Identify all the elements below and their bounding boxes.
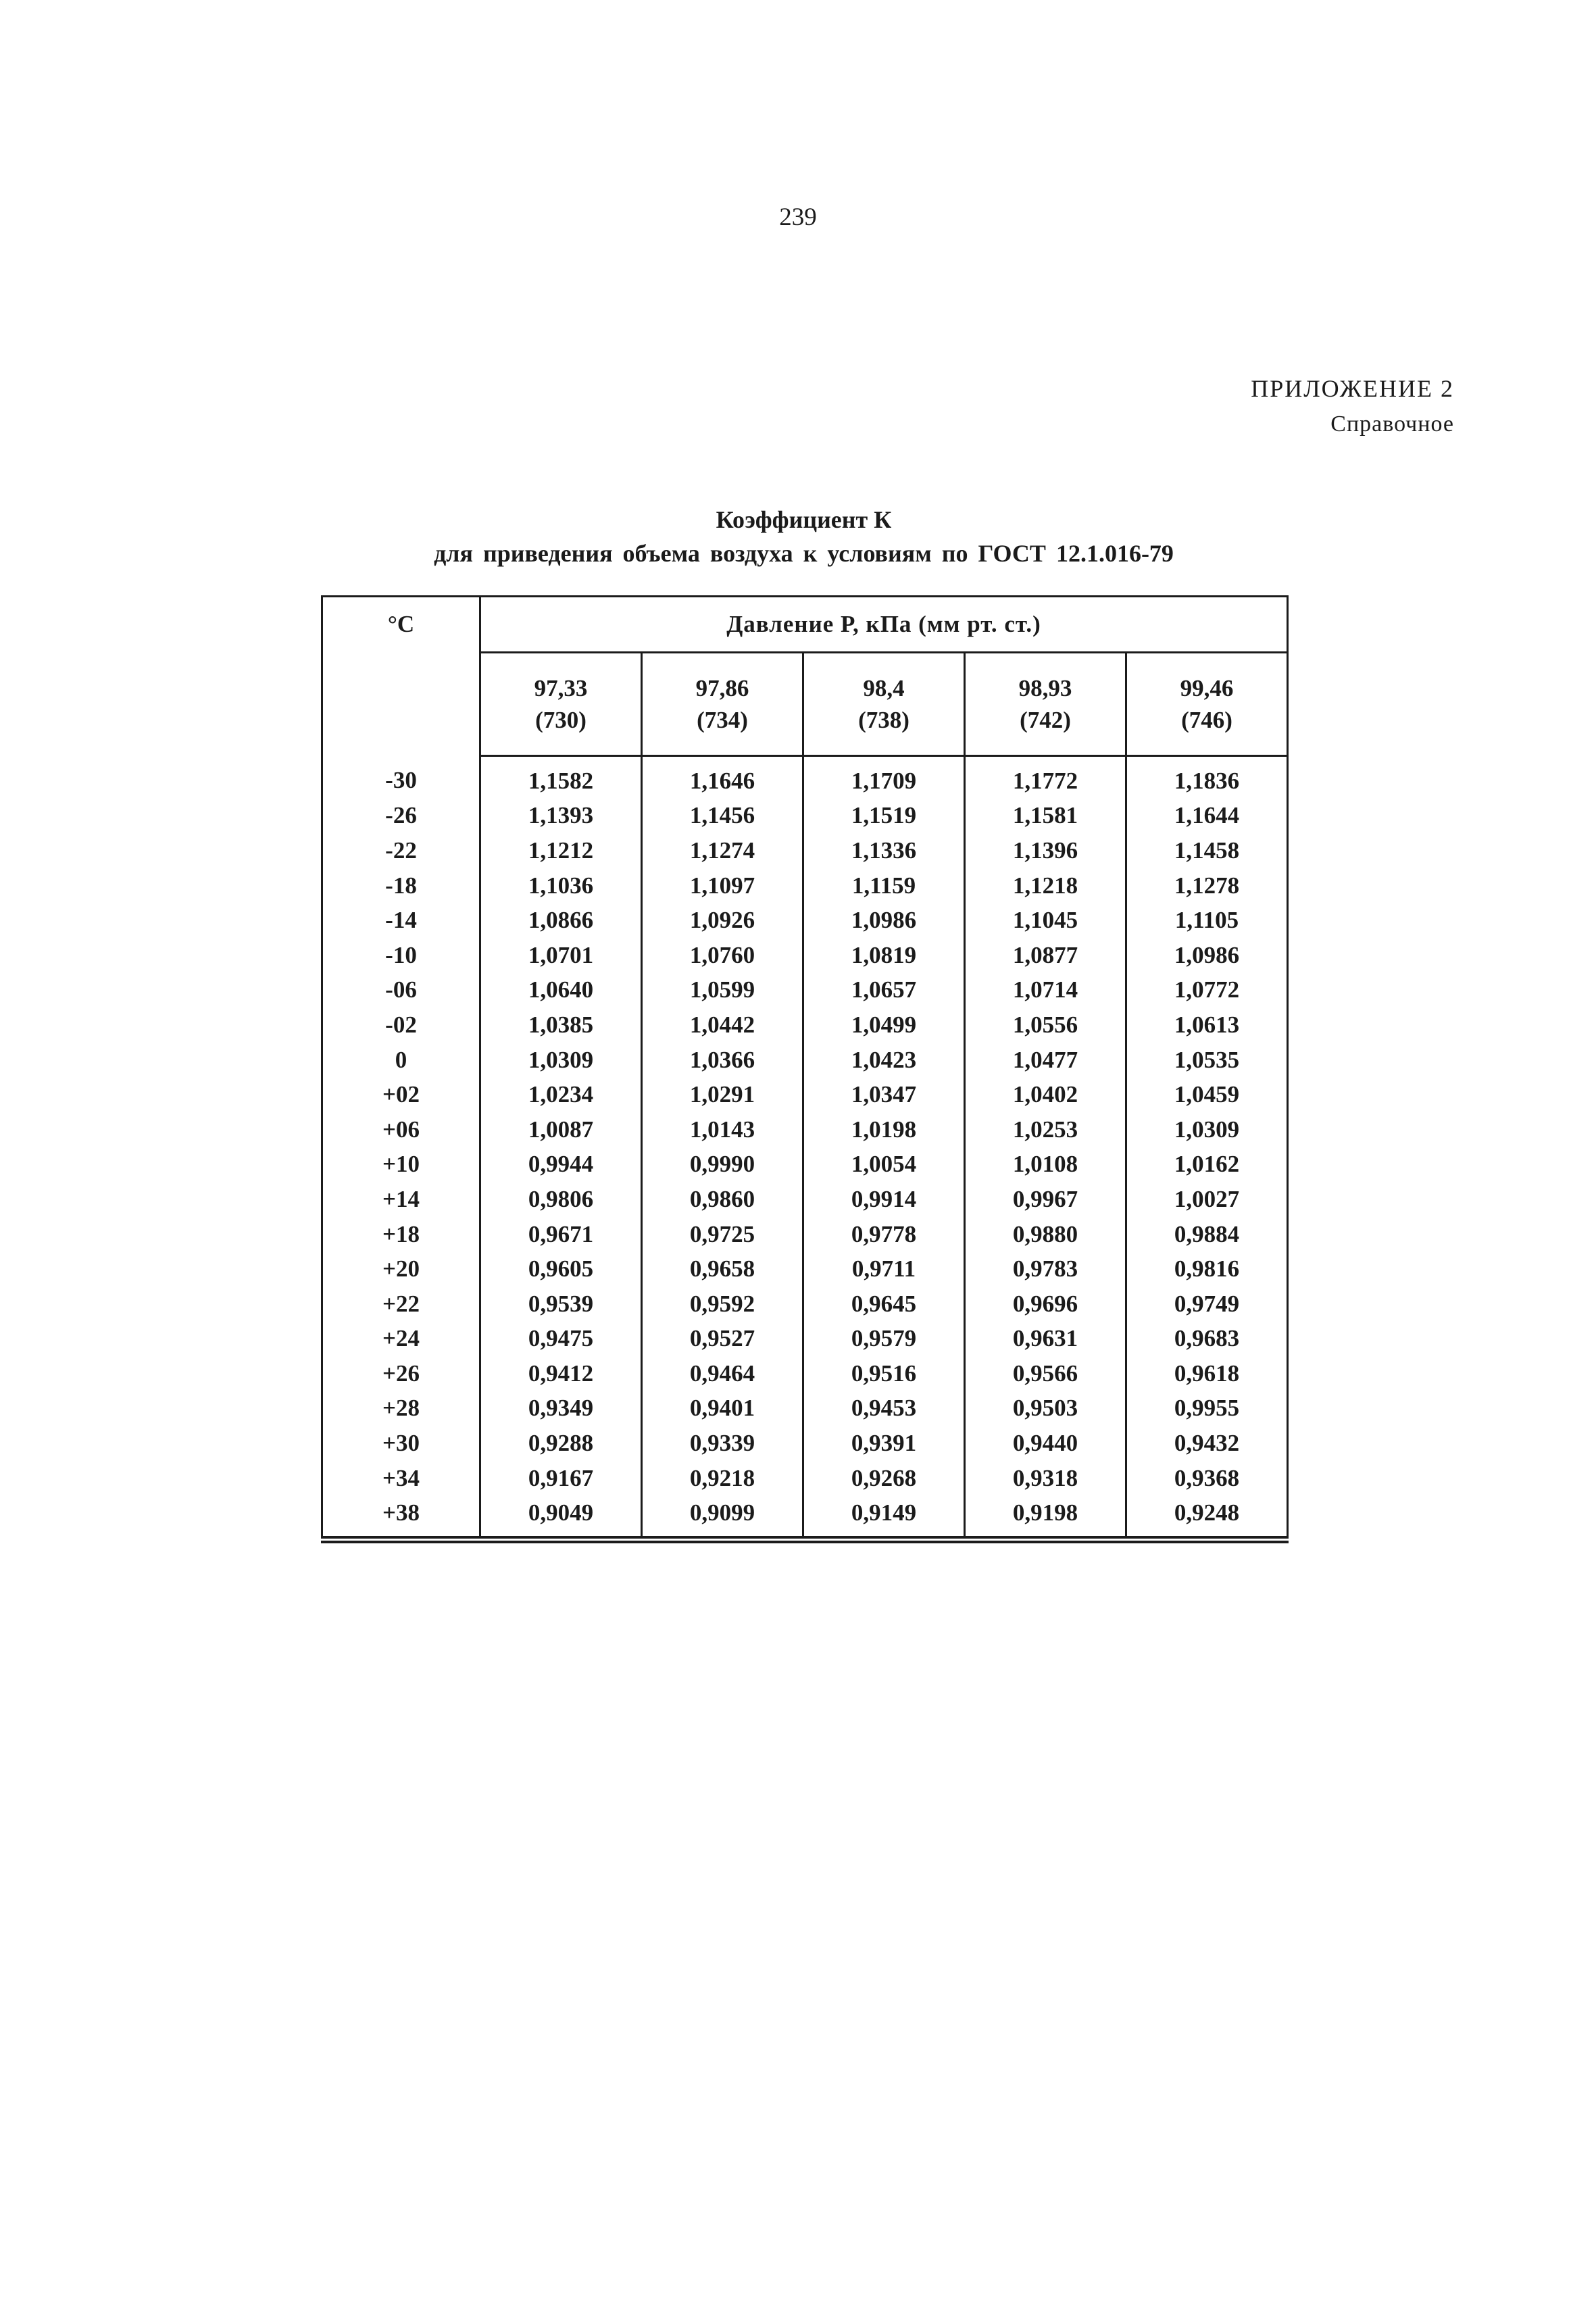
temperature-cell: +10: [322, 1147, 480, 1183]
pressure-column-header: [803, 653, 965, 756]
coefficient-cell: 1,1097: [642, 868, 803, 903]
temperature-cell: 0: [322, 1043, 480, 1078]
table-row: [322, 1287, 1288, 1322]
coefficient-table-wrap: [321, 595, 1287, 1543]
coefficient-cell: 0,9527: [642, 1322, 803, 1357]
coefficient-cell: 1,0347: [803, 1077, 965, 1112]
coefficient-cell: 1,0442: [642, 1007, 803, 1043]
coefficient-cell: 1,1396: [965, 833, 1126, 868]
coefficient-cell: 1,0640: [480, 973, 642, 1008]
table-row: [322, 903, 1288, 938]
coefficient-cell: 1,0701: [480, 938, 642, 973]
temperature-cell: +22: [322, 1287, 480, 1322]
pressure-column-header: [642, 653, 803, 756]
pressure-mm-value: (734): [697, 707, 748, 733]
table-row: [322, 1077, 1288, 1112]
coefficient-cell: 1,0926: [642, 903, 803, 938]
coefficient-cell: 0,9368: [1174, 1464, 1240, 1491]
pressure-kpa-value: 99,46: [1180, 675, 1234, 701]
coefficient-cell: 0,9218: [642, 1461, 803, 1496]
coefficient-cell: 1,1105: [1174, 907, 1239, 934]
table-row: [322, 1461, 1288, 1496]
coefficient-cell: 1,1644: [1174, 802, 1240, 829]
header-row-1: [322, 597, 1288, 653]
coefficient-cell: 0,9631: [965, 1322, 1126, 1357]
coefficient-cell: 1,1036: [480, 868, 642, 903]
table-title-line1: Коэффициент К: [716, 506, 892, 533]
coefficient-cell: 1,1278: [1174, 872, 1240, 899]
appendix-subtitle: Справочное: [1330, 412, 1454, 437]
coefficient-cell: 1,1772: [965, 756, 1126, 799]
pressure-column-header: [965, 653, 1126, 756]
coefficient-cell: 0,9566: [965, 1356, 1126, 1391]
coefficient-cell: 1,0423: [803, 1043, 965, 1078]
table-row: [322, 1356, 1288, 1391]
table-row: [322, 868, 1288, 903]
table-row: [322, 1426, 1288, 1461]
pressure-mm-value: (746): [1181, 707, 1232, 733]
coefficient-cell: 0,9268: [803, 1461, 965, 1496]
temperature-cell: -02: [322, 1007, 480, 1043]
coefficient-cell: 1,0253: [965, 1112, 1126, 1147]
coefficient-cell: 1,0613: [1174, 1011, 1240, 1038]
temperature-cell: -30: [322, 756, 480, 799]
coefficient-cell: 1,0877: [965, 938, 1126, 973]
coefficient-cell: 1,0366: [642, 1043, 803, 1078]
coefficient-cell: 0,9149: [803, 1495, 965, 1539]
coefficient-cell: 1,1519: [803, 799, 965, 834]
coefficient-cell: 1,0309: [480, 1043, 642, 1078]
coefficient-cell: 0,9288: [480, 1426, 642, 1461]
pressure-kpa-value: 97,86: [695, 675, 749, 701]
table-row: [322, 756, 1288, 799]
coefficient-cell: 1,0535: [1174, 1046, 1240, 1073]
table-row: [322, 833, 1288, 868]
table-row: [322, 1147, 1288, 1183]
coefficient-cell: 1,0819: [803, 938, 965, 973]
coefficient-cell: 1,1582: [480, 756, 642, 799]
coefficient-cell: 1,0402: [965, 1077, 1126, 1112]
coefficient-cell: 1,0385: [480, 1007, 642, 1043]
pressure-kpa-value: 97,33: [534, 675, 588, 701]
coefficient-cell: 0,9749: [1174, 1290, 1240, 1317]
coefficient-cell: 1,1218: [965, 868, 1126, 903]
pressure-kpa-value: 98,4: [863, 675, 905, 701]
coefficient-table-body: [322, 756, 1288, 1540]
coefficient-cell: 1,0459: [1174, 1081, 1240, 1108]
coefficient-cell: 0,9645: [803, 1287, 965, 1322]
table-row: [322, 1322, 1288, 1357]
coefficient-cell: 0,9658: [642, 1251, 803, 1287]
coefficient-cell: 1,1274: [642, 833, 803, 868]
coefficient-cell: 0,9860: [642, 1182, 803, 1217]
coefficient-cell: 0,9683: [1174, 1325, 1240, 1352]
temperature-cell: +38: [322, 1495, 480, 1539]
coefficient-cell: 1,1393: [480, 799, 642, 834]
coefficient-cell: 0,9884: [1174, 1220, 1240, 1247]
coefficient-table: [321, 595, 1289, 1543]
table-row: [322, 1007, 1288, 1043]
coefficient-cell: 1,0986: [1174, 941, 1240, 968]
pressure-column-header: [1126, 653, 1288, 756]
coefficient-cell: 1,0027: [1174, 1185, 1240, 1212]
coefficient-cell: 0,9725: [642, 1217, 803, 1252]
coefficient-cell: 0,9099: [642, 1495, 803, 1539]
coefficient-cell: 0,9349: [480, 1391, 642, 1426]
pressure-column-header: [480, 653, 642, 756]
table-row: [322, 1495, 1288, 1539]
coefficient-cell: 0,9516: [803, 1356, 965, 1391]
coefficient-cell: 1,0760: [642, 938, 803, 973]
temperature-cell: -10: [322, 938, 480, 973]
coefficient-cell: 0,9783: [965, 1251, 1126, 1287]
coefficient-cell: 0,9198: [965, 1495, 1126, 1539]
temperature-cell: +28: [322, 1391, 480, 1426]
table-row: [322, 973, 1288, 1008]
coefficient-cell: 1,0714: [965, 973, 1126, 1008]
coefficient-cell: 0,9339: [642, 1426, 803, 1461]
pressure-header: Давление Р, кПа (мм рт. ст.): [480, 597, 1288, 653]
coefficient-cell: 0,9816: [1174, 1255, 1240, 1283]
coefficient-cell: 0,9503: [965, 1391, 1126, 1426]
table-title-line2: для приведения объема воздуха к условиям по ГОСТ 12.1.016-79: [434, 540, 1174, 567]
temperature-cell: -14: [322, 903, 480, 938]
coefficient-cell: 0,9539: [480, 1287, 642, 1322]
coefficient-cell: 0,9955: [1174, 1395, 1240, 1422]
coefficient-cell: 0,9475: [480, 1322, 642, 1357]
coefficient-cell: 1,0054: [803, 1147, 965, 1183]
coefficient-cell: 0,9464: [642, 1356, 803, 1391]
coefficient-cell: 0,9049: [480, 1495, 642, 1539]
coefficient-cell: 1,0599: [642, 973, 803, 1008]
pressure-mm-value: (738): [858, 707, 909, 733]
coefficient-cell: 0,9592: [642, 1287, 803, 1322]
coefficient-cell: 1,0143: [642, 1112, 803, 1147]
temperature-cell: -06: [322, 973, 480, 1008]
coefficient-cell: 0,9778: [803, 1217, 965, 1252]
table-row: [322, 1217, 1288, 1252]
coefficient-cell: 1,1336: [803, 833, 965, 868]
appendix-block: [1251, 370, 1454, 441]
temperature-cell: +30: [322, 1426, 480, 1461]
coefficient-cell: 1,1045: [965, 903, 1126, 938]
coefficient-cell: 1,0986: [803, 903, 965, 938]
temperature-cell: -26: [322, 799, 480, 834]
table-row: [322, 799, 1288, 834]
table-row: [322, 1112, 1288, 1147]
coefficient-cell: 0,9806: [480, 1182, 642, 1217]
pressure-kpa-value: 98,93: [1018, 675, 1072, 701]
coefficient-cell: 0,9248: [1174, 1499, 1240, 1526]
coefficient-cell: 0,9618: [1174, 1360, 1240, 1387]
coefficient-cell: 1,0657: [803, 973, 965, 1008]
coefficient-cell: 0,9579: [803, 1322, 965, 1357]
coefficient-cell: 1,0477: [965, 1043, 1126, 1078]
coefficient-cell: 0,9391: [803, 1426, 965, 1461]
temperature-cell: +34: [322, 1461, 480, 1496]
temperature-cell: -22: [322, 833, 480, 868]
coefficient-cell: 0,9671: [480, 1217, 642, 1252]
temperature-cell: -18: [322, 868, 480, 903]
temperature-cell: +02: [322, 1077, 480, 1112]
coefficient-cell: 0,9990: [642, 1147, 803, 1183]
coefficient-cell: 0,9401: [642, 1391, 803, 1426]
appendix-title: ПРИЛОЖЕНИЕ 2: [1251, 375, 1454, 402]
pressure-mm-value: (742): [1020, 707, 1071, 733]
coefficient-cell: 1,0772: [1174, 976, 1240, 1003]
coefficient-cell: 1,0162: [1174, 1151, 1240, 1178]
coefficient-cell: 0,9711: [803, 1251, 965, 1287]
table-row: [322, 1391, 1288, 1426]
coefficient-cell: 1,0108: [965, 1147, 1126, 1183]
coefficient-cell: 0,9318: [965, 1461, 1126, 1496]
coefficient-cell: 0,9605: [480, 1251, 642, 1287]
table-row: [322, 1182, 1288, 1217]
coefficient-cell: 0,9696: [965, 1287, 1126, 1322]
table-row: [322, 938, 1288, 973]
coefficient-cell: 1,0309: [1174, 1116, 1240, 1143]
coefficient-cell: 0,9412: [480, 1356, 642, 1391]
coefficient-cell: 0,9914: [803, 1182, 965, 1217]
temperature-cell: +06: [322, 1112, 480, 1147]
coefficient-cell: 0,9944: [480, 1147, 642, 1183]
coefficient-cell: 1,1212: [480, 833, 642, 868]
table-row: [322, 1251, 1288, 1287]
coefficient-cell: 1,0087: [480, 1112, 642, 1147]
coefficient-cell: 0,9167: [480, 1461, 642, 1496]
coefficient-cell: 1,1709: [803, 756, 965, 799]
coefficient-cell: 0,9967: [965, 1182, 1126, 1217]
coefficient-cell: 1,0291: [642, 1077, 803, 1112]
coefficient-cell: 1,0234: [480, 1077, 642, 1112]
temperature-cell: +14: [322, 1182, 480, 1217]
coefficient-cell: 1,0866: [480, 903, 642, 938]
temperature-cell: +20: [322, 1251, 480, 1287]
coefficient-cell: 1,1458: [1174, 837, 1240, 864]
coefficient-cell: 1,1836: [1174, 767, 1240, 794]
coefficient-cell: 0,9432: [1174, 1430, 1240, 1457]
coefficient-cell: 0,9440: [965, 1426, 1126, 1461]
coefficient-cell: 1,0556: [965, 1007, 1126, 1043]
coefficient-cell: 1,1646: [642, 756, 803, 799]
temperature-cell: +26: [322, 1356, 480, 1391]
coefficient-cell: 1,1159: [803, 868, 965, 903]
coefficient-cell: 1,0499: [803, 1007, 965, 1043]
temperature-cell: +24: [322, 1322, 480, 1357]
pressure-mm-value: (730): [535, 707, 587, 733]
coefficient-cell: 0,9880: [965, 1217, 1126, 1252]
coefficient-cell: 1,0198: [803, 1112, 965, 1147]
coefficient-cell: 1,1456: [642, 799, 803, 834]
temperature-cell: +18: [322, 1217, 480, 1252]
table-row: [322, 1043, 1288, 1078]
coefficient-cell: 0,9453: [803, 1391, 965, 1426]
page-number: 239: [779, 203, 817, 231]
temp-column-header: °C: [322, 597, 480, 756]
coefficient-cell: 1,1581: [965, 799, 1126, 834]
